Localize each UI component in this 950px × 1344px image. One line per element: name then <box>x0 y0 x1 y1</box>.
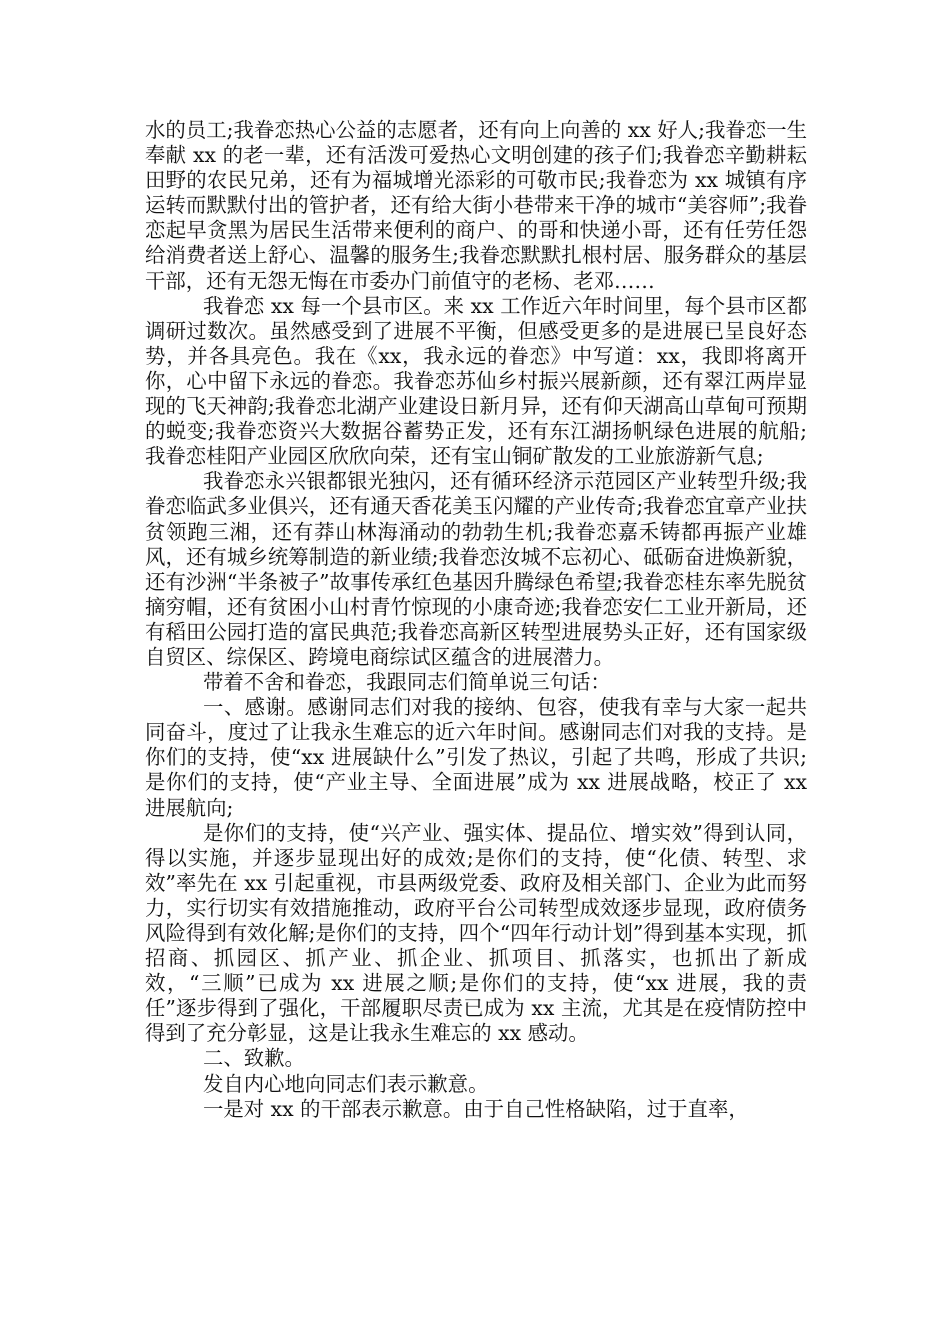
paragraph-8: 发自内心地向同志们表示歉意。 <box>203 1071 489 1096</box>
paragraph-2: 我眷恋 xx 每一个县市区。来 xx 工作近六年时间里，每个县市区都调研过数次。虽然感受到了进展不平衡，但感受更多的是进展已呈良好态势，并各具亮色。我在《xx，我永远的眷恋》中写道：xx，我即将离开你，心中留下永远的眷恋。我眷恋苏仙乡村振兴展新颜，还有翠江两岸显现的飞天神韵;我眷恋北湖产业建设日新月异，还有仰天湖高山草甸可预期的蜕变;我眷恋资兴大数据谷蓄势正发，还有东江湖扬帆绿色进展的航船;我眷恋桂阳产业园区欣欣向荣，还有宝山铜矿散发的工业旅游新气息; <box>145 293 807 469</box>
paragraph-4: 带着不舍和眷恋，我跟同志们简单说三句话： <box>203 670 611 695</box>
paragraph-1: 水的员工;我眷恋热心公益的志愿者，还有向上向善的 xx 好人;我眷恋一生奉献 xx 的老一辈，还有活泼可爱热心文明创建的孩子们;我眷恋辛勤耕耘田野的农民兄弟，还有为福城增光添彩的可敬市民;我眷恋为 xx 城镇有序运转而默默付出的管护者，还有给大街小巷带来干净的城市“美容师”;我眷恋起早贪黑为居民生活带来便利的商户、的哥和快递小哥，还有任劳任怨给消费者送上舒心、温馨的服务生;我眷恋默默扎根村居、服务群众的基层干部，还有无怨无悔在市委办门前值守的老杨、老邓…… <box>145 118 807 293</box>
paragraph-7: 二、致歉。 <box>203 1046 305 1071</box>
paragraph-5: 一、感谢。感谢同志们对我的接纳、包容，使我有幸与大家一起共同奋斗，度过了让我永生难忘的近六年时间。感谢同志们对我的支持。是你们的支持，使“xx 进展缺什么”引发了热议，引起了共鸣，形成了共识;是你们的支持，使“产业主导、全面进展”成为 xx 进展战略，校正了 xx 进展航向; <box>145 695 807 820</box>
paragraph-9: 一是对 xx 的干部表示歉意。由于自己性格缺陷，过于直率， <box>203 1096 749 1121</box>
paragraph-6: 是你们的支持，使“兴产业、强实体、提品位、增实效”得到认同，得以实施，并逐步显现出好的成效;是你们的支持，使“化债、转型、求效”率先在 xx 引起重视，市县两级党委、政府及相关部门、企业为此而努力，实行切实有效措施推动，政府平台公司转型成效逐步显现，政府债务风险得到有效化解;是你们的支持，四个“四年行动计划”得到基本实现，抓招商、抓园区、抓产业、抓企业、抓项目、抓落实，也抓出了新成效，“三顺”已成为 xx 进展之顺;是你们的支持，使“xx 进展，我的责任”逐步得到了强化，干部履职尽责已成为 xx 主流，尤其是在疫情防控中得到了充分彰显，这是让我永生难忘的 xx 感动。 <box>145 820 807 1046</box>
document-body <box>145 118 807 1122</box>
paragraph-3: 我眷恋永兴银都银光独闪，还有循环经济示范园区产业转型升级;我眷恋临武多业俱兴，还有通天香花美玉闪耀的产业传奇;我眷恋宜章产业扶贫领跑三湘，还有莽山林海涌动的勃勃生机;我眷恋嘉禾铸都再振产业雄风，还有城乡统筹制造的新业绩;我眷恋汝城不忘初心、砥砺奋进焕新貌，还有沙洲“半条被子”故事传承红色基因升腾绿色希望;我眷恋桂东率先脱贫摘穷帽，还有贫困小山村青竹惊现的小康奇迹;我眷恋安仁工业开新局，还有稻田公园打造的富民典范;我眷恋高新区转型进展势头正好，还有国家级自贸区、综保区、跨境电商综试区蕴含的进展潜力。 <box>145 469 807 669</box>
